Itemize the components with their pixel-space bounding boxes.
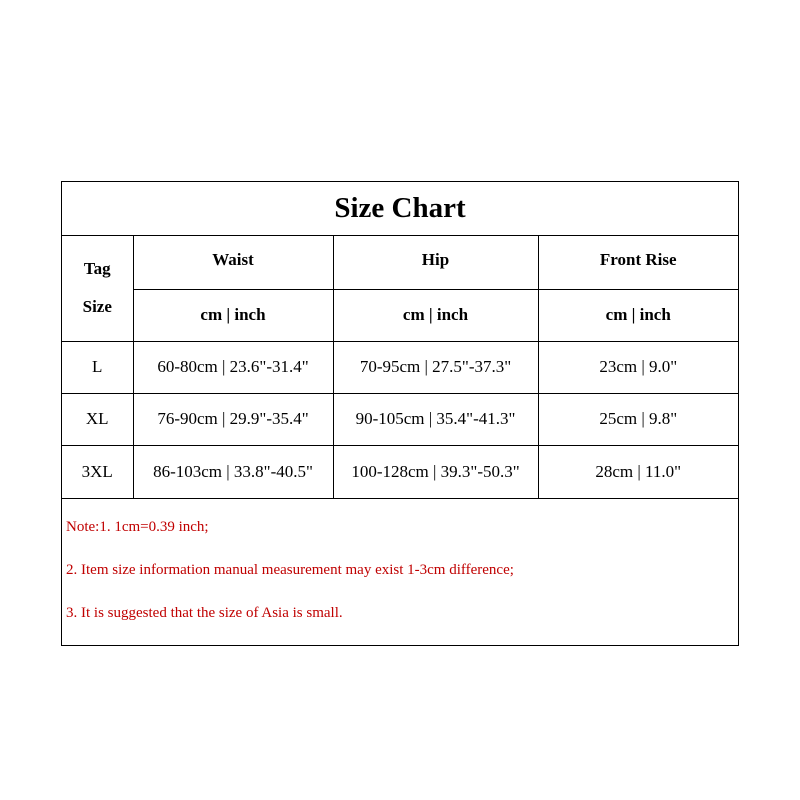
note-3: 3. It is suggested that the size of Asia is small. — [66, 605, 343, 621]
front-rise-cell: 28cm | 11.0" — [538, 445, 738, 498]
table-row — [62, 341, 738, 393]
hip-cell: 90-105cm | 35.4"-41.3" — [333, 393, 538, 445]
unit-label-waist: cm | inch — [133, 289, 333, 341]
notes-section — [62, 499, 738, 645]
column-header-waist: Waist — [133, 236, 333, 289]
size-cell: 3XL — [62, 445, 133, 498]
table-row — [62, 445, 738, 498]
table-header-row — [62, 236, 738, 289]
waist-cell: 60-80cm | 23.6"-31.4" — [133, 341, 333, 393]
size-chart — [61, 181, 739, 646]
note-1: Note:1. 1cm=0.39 inch; — [66, 519, 209, 535]
tag-header-line1: Tag — [83, 259, 111, 279]
note-2: 2. Item size information manual measurement may exist 1-3cm difference; — [66, 562, 514, 578]
waist-cell: 76-90cm | 29.9"-35.4" — [133, 393, 333, 445]
front-rise-cell: 25cm | 9.8" — [538, 393, 738, 445]
unit-label-front-rise: cm | inch — [538, 289, 738, 341]
size-cell: L — [62, 341, 133, 393]
hip-cell: 100-128cm | 39.3"-50.3" — [333, 445, 538, 498]
size-table — [62, 236, 738, 499]
column-header-hip: Hip — [333, 236, 538, 289]
tag-header-line2: Size — [82, 297, 112, 317]
tag-size-header — [62, 236, 133, 341]
hip-cell: 70-95cm | 27.5"-37.3" — [333, 341, 538, 393]
front-rise-cell: 23cm | 9.0" — [538, 341, 738, 393]
unit-header-row — [62, 289, 738, 341]
column-header-front-rise: Front Rise — [538, 236, 738, 289]
size-cell: XL — [62, 393, 133, 445]
unit-label-hip: cm | inch — [333, 289, 538, 341]
table-row — [62, 393, 738, 445]
chart-title: Size Chart — [62, 182, 738, 236]
waist-cell: 86-103cm | 33.8"-40.5" — [133, 445, 333, 498]
